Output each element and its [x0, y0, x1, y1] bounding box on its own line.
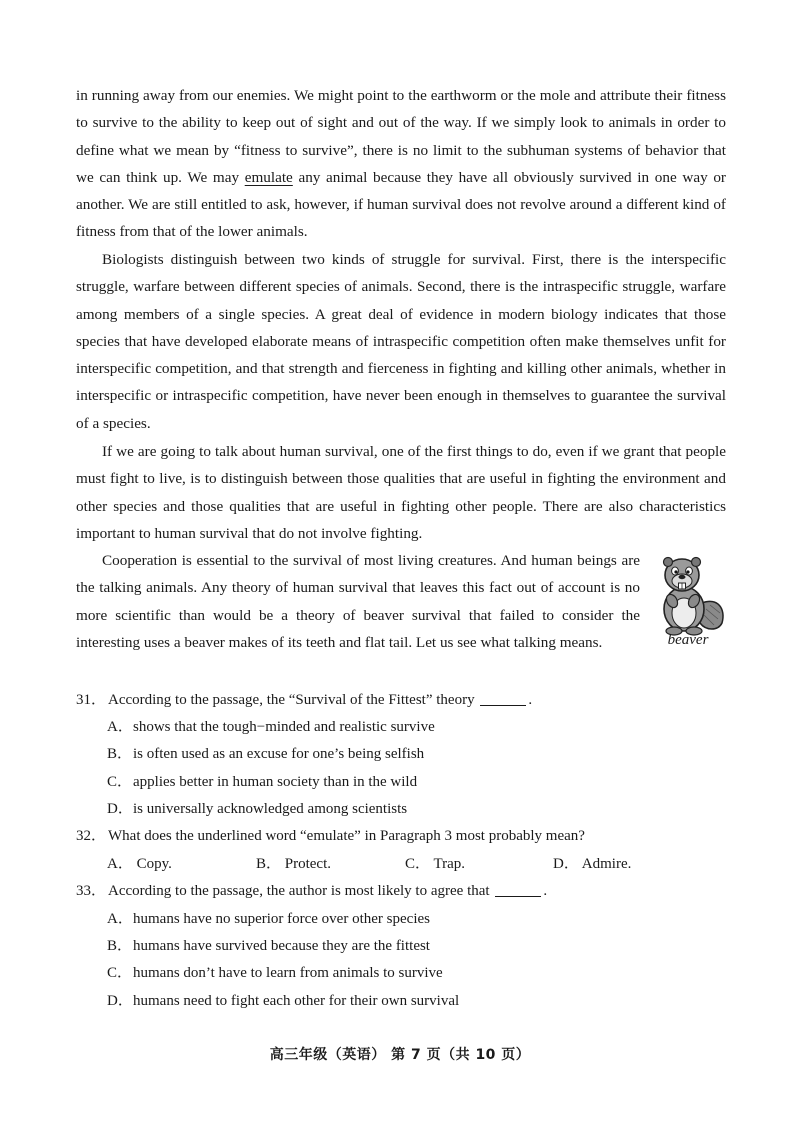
passage-paragraph-4 — [76, 547, 640, 656]
option-letter: C． — [405, 856, 431, 872]
question-stem: According to the passage, the author is most likely to agree that — [108, 883, 490, 899]
option-letter: D． — [553, 856, 579, 872]
option-letter: C． — [107, 774, 133, 790]
question-number: 31． — [76, 692, 107, 708]
option-32-c[interactable] — [405, 854, 465, 874]
option-letter: B． — [107, 746, 133, 762]
option-31-b[interactable] — [107, 744, 424, 764]
paragraph-2-text: Biologists distinguish between two kinds of struggle for survival. First, there is the interspecific struggle, warfare between different species of animals. Second, there is the intraspecific struggle, warfare among members of a single species. A great deal of evidence in modern biology indicates that those species that have developed elaborate means of intraspecific competition often make themselves unfit for interspecific competition, and that strength and fierceness in fighting and killing other animals, whether in interspecific or intraspecific competition, have never been enough in themselves to guarantee the survival of a species. — [76, 251, 726, 432]
option-32-d[interactable] — [553, 854, 631, 874]
option-31-c[interactable] — [107, 772, 417, 792]
passage-paragraph-3 — [76, 438, 726, 547]
question-number: 33． — [76, 883, 107, 899]
option-text: humans don’t have to learn from animals to survive — [133, 965, 443, 981]
option-32-b[interactable] — [256, 854, 331, 874]
option-text: is often used as an excuse for one’s being selfish — [133, 746, 425, 762]
question-stem-end: . — [543, 883, 548, 899]
beaver-caption: beaver — [667, 632, 709, 648]
option-32-a[interactable] — [107, 854, 172, 874]
option-text: applies better in human society than in the wild — [133, 774, 418, 790]
option-text: shows that the tough−minded and realistic survive — [133, 719, 435, 735]
paragraph-1-text-rest: any animal because they have all obviously survived in one way or another. We are still entitled to ask, however, if human survival does not revolve around a different kind of fitness from that of the lower animals. — [76, 168, 726, 241]
option-text: humans have no superior force over other species — [133, 911, 430, 927]
option-letter: A． — [107, 911, 133, 927]
question-stem: What does the underlined word “emulate” in Paragraph 3 most probably mean? — [108, 828, 585, 844]
question-stem: According to the passage, the “Survival of the Fittest” theory — [108, 692, 475, 708]
option-letter: D． — [107, 993, 133, 1009]
option-letter: B． — [256, 856, 282, 872]
answer-blank — [480, 691, 526, 706]
option-letter: C． — [107, 965, 133, 981]
option-letter: A． — [107, 856, 133, 872]
beaver-illustration — [650, 553, 728, 637]
passage-paragraph-2 — [76, 246, 726, 437]
option-31-a[interactable] — [107, 717, 435, 737]
option-letter: A． — [107, 719, 133, 735]
option-letter: D． — [107, 801, 133, 817]
option-text: Trap. — [433, 856, 466, 872]
paragraph-1-text: in running away from our enemies. We might point to the earthworm or the mole and attribute their fitness to survive to the ability to keep out of sight and out of the way. If we simply look to animals in order to define what we mean by “fitness to survive”, there is no limit to the subhuman systems of behavior that we can think up. We may — [76, 87, 726, 186]
paragraph-3-text: If we are going to talk about human survival, one of the first things to do, even if we grant that people must fight to live, is to distinguish between those qualities that are useful in fighting the environment and other species and those qualities that are useful in fighting other people. There are also characteristics important to human survival that do not involve fighting. — [76, 443, 726, 542]
paragraph-4-text: Cooperation is essential to the survival of most living creatures. And human beings are the talking animals. Any theory of human survival that leaves this fact out of account is no more scientific than would be a theory of beaver survival that failed to consider the interesting uses a beaver makes of its teeth and flat tail. Let us see what talking means. — [76, 552, 640, 651]
option-letter: B． — [107, 938, 133, 954]
underlined-word-emulate: emulate — [244, 168, 293, 186]
option-text: humans have survived because they are the fittest — [133, 938, 430, 954]
option-33-c[interactable] — [107, 963, 443, 983]
passage-paragraph-1 — [76, 82, 726, 246]
question-32 — [76, 826, 585, 846]
option-33-b[interactable] — [107, 936, 430, 956]
question-stem-end: . — [528, 692, 533, 708]
option-33-a[interactable] — [107, 909, 430, 929]
option-text: humans need to fight each other for their own survival — [133, 993, 460, 1009]
option-text: Protect. — [284, 856, 332, 872]
answer-blank — [495, 882, 541, 897]
option-text: is universally acknowledged among scientists — [133, 801, 408, 817]
option-text: Admire. — [581, 856, 632, 872]
question-number: 32． — [76, 828, 107, 844]
question-33 — [76, 881, 547, 901]
option-31-d[interactable] — [107, 799, 407, 819]
option-33-d[interactable] — [107, 991, 459, 1011]
option-text: Copy. — [136, 856, 172, 872]
question-31 — [76, 690, 532, 710]
page-footer: 高三年级（英语） 第 7 页（共 10 页） — [269, 1047, 531, 1063]
